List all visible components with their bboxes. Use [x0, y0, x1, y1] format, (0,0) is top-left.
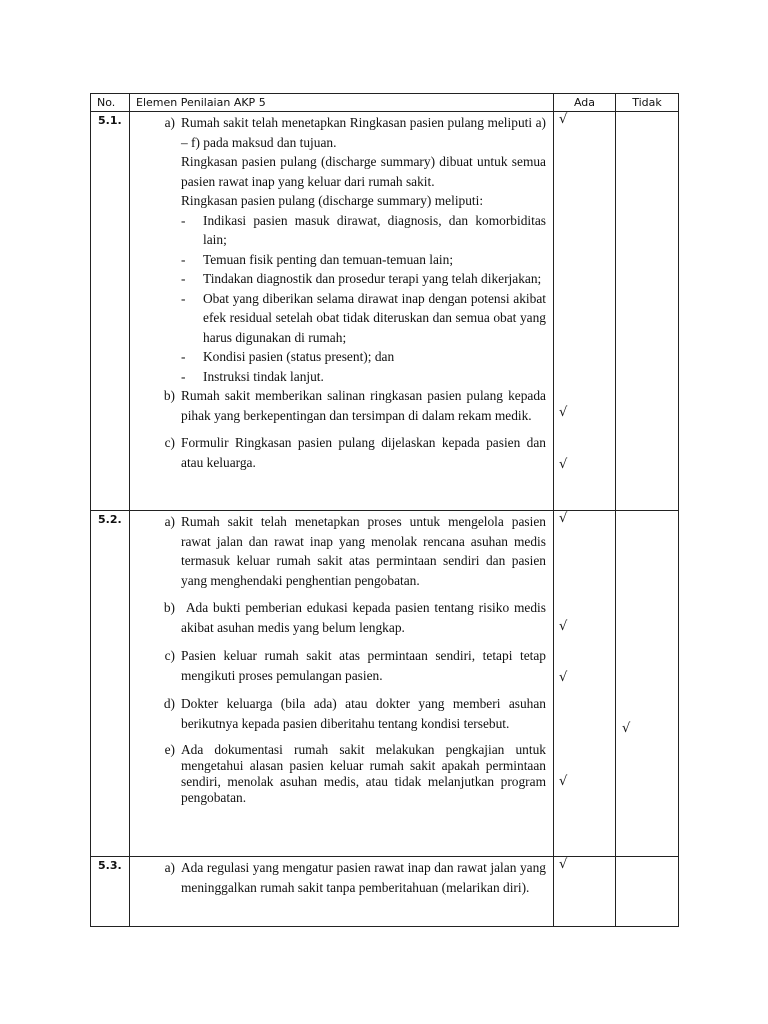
item-text: Dokter keluarga (bila ada) atau dokter yang memberi asuhan berikutnya kepada pasien diberitahu tentang kondisi tersebut. — [181, 696, 546, 731]
item-label: b) — [163, 388, 175, 403]
bullet-item: - Indikasi pasien masuk dirawat, diagnosis, dan komorbiditas lain; — [181, 212, 546, 247]
item-text: Rumah sakit memberikan salinan ringkasan pasien pulang kepada pihak yang berkepentingan dan tersimpan di dalam rekam medik. — [181, 388, 546, 423]
assessment-table-frame — [90, 93, 678, 931]
check-mark: √ — [559, 670, 568, 685]
tidak-cell — [616, 857, 679, 927]
ada-cell — [554, 112, 616, 511]
bullet-item: - Tindakan diagnostik dan prosedur terapi yang telah dikerjakan; — [181, 271, 542, 286]
check-mark: √ — [559, 774, 568, 789]
item-label: e) — [164, 742, 175, 757]
bullet-item: - Instruksi tindak lanjut. — [181, 368, 324, 384]
table-row-5-1 — [91, 112, 679, 511]
check-mark: √ — [559, 112, 568, 127]
item-text: Ada regulasi yang mengatur pasien rawat inap dan rawat jalan yang meninggalkan rumah sakit tanpa pemberitahuan (melarikan diri). — [181, 860, 546, 895]
item-label: b) — [163, 600, 175, 615]
item-label: a) — [164, 115, 175, 130]
item-label: a) — [164, 514, 175, 529]
row-elements — [130, 112, 554, 511]
tidak-cell — [616, 511, 679, 857]
ada-cell — [554, 857, 616, 927]
table-row-5-2 — [91, 511, 679, 857]
item-text: Ada bukti pemberian edukasi kepada pasien tentang risiko medis akibat asuhan medis yang belum lengkap. — [181, 600, 550, 635]
header-element: Elemen Penilaian AKP 5 — [130, 94, 554, 112]
table-row-5-3 — [91, 857, 679, 927]
list-item — [130, 646, 553, 685]
item-paragraph: Rumah sakit telah menetapkan Ringkasan pasien pulang meliputi a) – f) pada maksud dan tujuan. — [181, 115, 546, 150]
row-elements — [130, 511, 554, 857]
tidak-cell — [616, 112, 679, 511]
item-label: d) — [163, 696, 175, 711]
row-number: 5.2. — [91, 511, 130, 857]
list-item — [130, 512, 553, 590]
list-item — [130, 858, 553, 897]
check-mark: √ — [559, 511, 568, 526]
list-item — [130, 386, 553, 425]
bullet-item: - Kondisi pasien (status present); dan — [181, 349, 395, 364]
ada-cell — [554, 511, 616, 857]
item-label: c) — [164, 648, 175, 663]
list-item — [130, 433, 553, 472]
table-header-row — [91, 94, 679, 112]
bullet-item: - Obat yang diberikan selama dirawat inap dengan potensi akibat efek residual setelah obat tidak diteruskan dan semua obat yang harus digunakan di rumah; — [181, 290, 546, 345]
item-text: Ada dokumentasi rumah sakit melakukan pengkajian untuk mengetahui alasan pasien keluar rumah sakit apakah permintaan sendiri, menolak asuhan medis, atau tidak melanjutkan program pengobatan. — [181, 742, 546, 805]
item-text: Pasien keluar rumah sakit atas permintaan sendiri, tetapi tetap mengikuti proses pemulangan pasien. — [181, 648, 546, 683]
list-item — [130, 113, 553, 386]
list-item — [130, 694, 553, 733]
row-elements — [130, 857, 554, 927]
check-mark: √ — [559, 857, 568, 872]
check-mark: √ — [559, 619, 568, 634]
item-paragraph: Ringkasan pasien pulang (discharge summary) dibuat untuk semua pasien rawat inap yang keluar dari rumah sakit. — [181, 154, 546, 189]
header-tidak: Tidak — [616, 94, 679, 112]
check-mark: √ — [559, 457, 568, 472]
header-no: No. — [91, 94, 130, 112]
header-ada: Ada — [554, 94, 616, 112]
item-label: c) — [164, 435, 175, 450]
item-text: Rumah sakit telah menetapkan proses untuk mengelola pasien rawat jalan dan rawat inap yang menolak rencana asuhan medis termasuk keluar rumah sakit atas permintaan sendiri dan pasien yang menghendaki penghentian pengobatan. — [181, 514, 546, 588]
assessment-table — [90, 93, 679, 927]
list-item — [130, 598, 553, 637]
check-mark: √ — [622, 721, 631, 736]
item-text: Formulir Ringkasan pasien pulang dijelaskan kepada pasien dan atau keluarga. — [181, 435, 546, 470]
bullet-item: - Temuan fisik penting dan temuan-temuan lain; — [181, 251, 454, 267]
row-number: 5.3. — [91, 857, 130, 927]
item-paragraph: Ringkasan pasien pulang (discharge summary) meliputi: — [181, 193, 484, 208]
item-label: a) — [164, 860, 175, 875]
list-item — [130, 742, 553, 806]
row-number: 5.1. — [91, 112, 130, 511]
check-mark: √ — [559, 405, 568, 420]
